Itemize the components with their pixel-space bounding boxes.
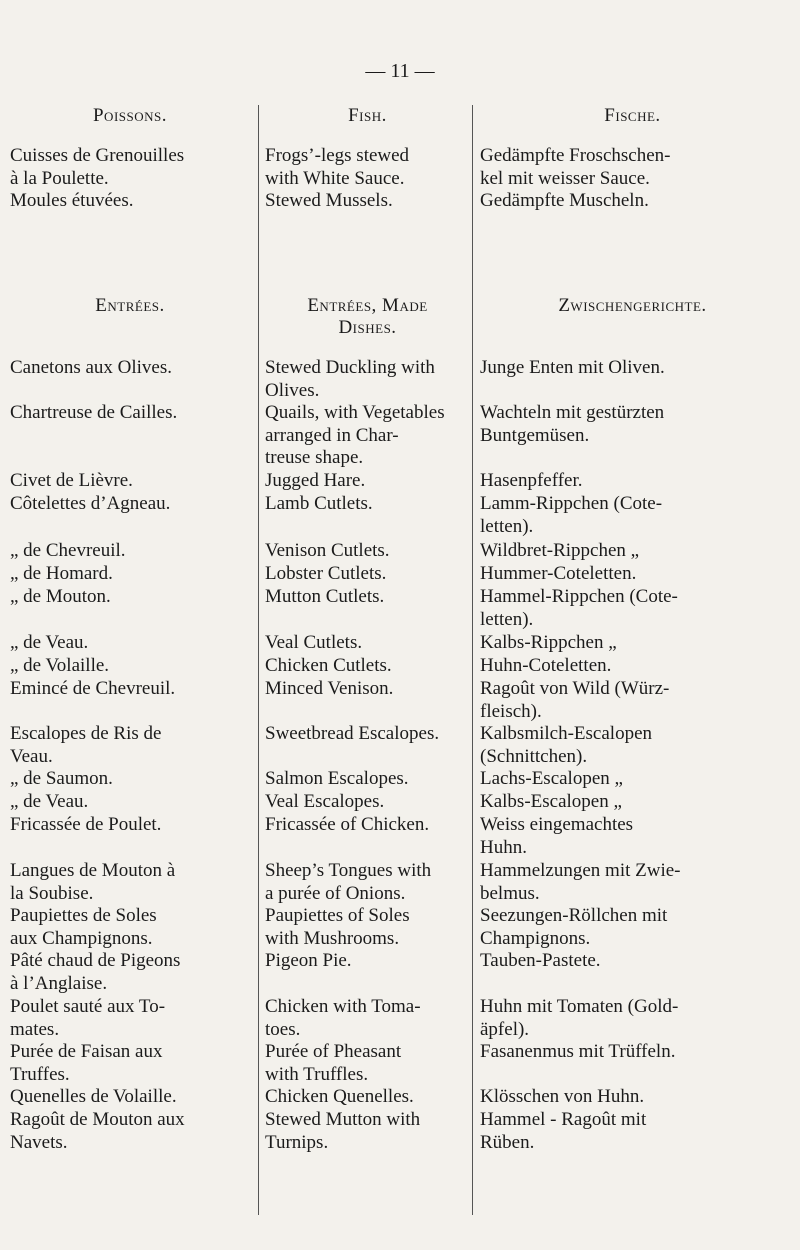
column-divider-1	[258, 105, 259, 1215]
section-2-header-english: Entrées, Made Dishes.	[307, 295, 428, 338]
menu-item-german: Lamm-Rippchen (Cote- letten).	[480, 493, 663, 537]
menu-item-french: „ de Volaille.	[10, 655, 110, 676]
menu-item-german: Hasenpfeffer.	[480, 470, 583, 491]
menu-item-french: Langues de Mouton à la Soubise.	[10, 860, 176, 904]
menu-item-french: Purée de Faisan aux Truffes.	[10, 1041, 163, 1085]
menu-item-french: „ de Saumon.	[10, 768, 113, 789]
page-number: — 11 —	[365, 60, 435, 82]
menu-item-german: Wachteln mit gestürzten Buntgemüsen.	[480, 402, 665, 446]
menu-item-french: „ de Veau.	[10, 632, 89, 653]
menu-item-french: Chartreuse de Cailles.	[10, 402, 178, 423]
menu-item-english: Pigeon Pie.	[265, 950, 352, 971]
section-1-header-english: Fish.	[348, 105, 387, 126]
menu-item-french: Fricassée de Poulet.	[10, 814, 162, 835]
menu-item-english: Stewed Mutton with Turnips.	[265, 1109, 421, 1153]
menu-item-french: Civet de Lièvre.	[10, 470, 133, 491]
menu-item-french: Quenelles de Volaille.	[10, 1086, 177, 1107]
menu-item-german: Ragoût von Wild (Würz- fleisch).	[480, 678, 670, 722]
menu-item-english: Chicken Cutlets.	[265, 655, 392, 676]
menu-item-french: „ de Mouton.	[10, 586, 111, 607]
menu-item-english: Mutton Cutlets.	[265, 586, 385, 607]
section-1-header-german: Fische.	[604, 105, 661, 126]
menu-item-english: Venison Cutlets.	[265, 540, 390, 561]
menu-item-english: Quails, with Vegetables arranged in Char- treuse shape.	[265, 402, 445, 468]
menu-item-english: Jugged Hare.	[265, 470, 366, 491]
menu-table	[0, 105, 800, 1215]
menu-item-german: Hummer-Coteletten.	[480, 563, 637, 584]
menu-item-german: Klösschen von Huhn.	[480, 1086, 645, 1107]
menu-item-german: Fasanenmus mit Trüffeln.	[480, 1041, 676, 1062]
menu-item-german: Huhn mit Tomaten (Gold- äpfel).	[480, 996, 679, 1040]
menu-item-english: Minced Venison.	[265, 678, 394, 699]
menu-item-german: Kalbsmilch-Escalopen (Schnittchen).	[480, 723, 653, 767]
menu-item-german: Seezungen-Röllchen mit Champignons.	[480, 905, 668, 949]
column-divider-2	[472, 105, 473, 1215]
menu-item-english: Sheep’s Tongues with a purée of Onions.	[265, 860, 432, 904]
menu-item-english: Salmon Escalopes.	[265, 768, 409, 789]
menu-item-english: Chicken with Toma- toes.	[265, 996, 421, 1040]
menu-item-french: „ de Chevreuil.	[10, 540, 126, 561]
menu-item-english: Purée of Pheasant with Truffles.	[265, 1041, 402, 1085]
menu-item-german: Junge Enten mit Oliven.	[480, 357, 665, 378]
menu-item-german: Wildbret-Rippchen „	[480, 540, 640, 561]
menu-item-english: Veal Escalopes.	[265, 791, 385, 812]
menu-item-english: Fricassée of Chicken.	[265, 814, 430, 835]
menu-item-english: Frogs’-legs stewed with White Sauce.	[265, 145, 410, 189]
menu-item-german: Kalbs-Rippchen „	[480, 632, 617, 653]
menu-item-french: Côtelettes d’Agneau.	[10, 493, 171, 514]
menu-item-french: Emincé de Chevreuil.	[10, 678, 176, 699]
menu-item-french: „ de Veau.	[10, 791, 89, 812]
menu-item-english: Lobster Cutlets.	[265, 563, 387, 584]
menu-item-french: Moules étuvées.	[10, 190, 134, 211]
menu-item-english: Paupiettes of Soles with Mushrooms.	[265, 905, 410, 949]
menu-item-german: Gedämpfte Muscheln.	[480, 190, 649, 211]
menu-item-french: Cuisses de Grenouilles à la Poulette.	[10, 145, 185, 189]
section-2-header-french: Entrées.	[95, 295, 165, 316]
menu-item-french: „ de Homard.	[10, 563, 113, 584]
menu-item-german: Hammelzungen mit Zwie- belmus.	[480, 860, 681, 904]
menu-item-french: Poulet sauté aux To- mates.	[10, 996, 166, 1040]
menu-item-german: Tauben-Pastete.	[480, 950, 601, 971]
menu-item-german: Hammel-Rippchen (Cote- letten).	[480, 586, 678, 630]
menu-item-german: Gedämpfte Froschschen- kel mit weisser Sauce.	[480, 145, 671, 189]
menu-item-english: Lamb Cutlets.	[265, 493, 373, 514]
menu-item-english: Sweetbread Escalopes.	[265, 723, 440, 744]
menu-item-english: Stewed Mussels.	[265, 190, 393, 211]
menu-item-french: Pâté chaud de Pigeons à l’Anglaise.	[10, 950, 181, 994]
menu-item-french: Ragoût de Mouton aux Navets.	[10, 1109, 185, 1153]
menu-item-french: Canetons aux Olives.	[10, 357, 173, 378]
menu-item-english: Veal Cutlets.	[265, 632, 363, 653]
menu-item-german: Weiss eingemachtes Huhn.	[480, 814, 634, 858]
menu-item-french: Escalopes de Ris de Veau.	[10, 723, 162, 767]
menu-item-english: Chicken Quenelles.	[265, 1086, 414, 1107]
menu-item-german: Lachs-Escalopen „	[480, 768, 623, 789]
section-2-header-german: Zwischengerichte.	[558, 295, 707, 316]
menu-item-german: Huhn-Coteletten.	[480, 655, 612, 676]
menu-item-english: Stewed Duckling with Olives.	[265, 357, 435, 401]
menu-item-german: Kalbs-Escalopen „	[480, 791, 622, 812]
menu-item-german: Hammel - Ragoût mit Rüben.	[480, 1109, 647, 1153]
section-1-header-french: Poissons.	[92, 105, 167, 126]
menu-item-french: Paupiettes de Soles aux Champignons.	[10, 905, 157, 949]
